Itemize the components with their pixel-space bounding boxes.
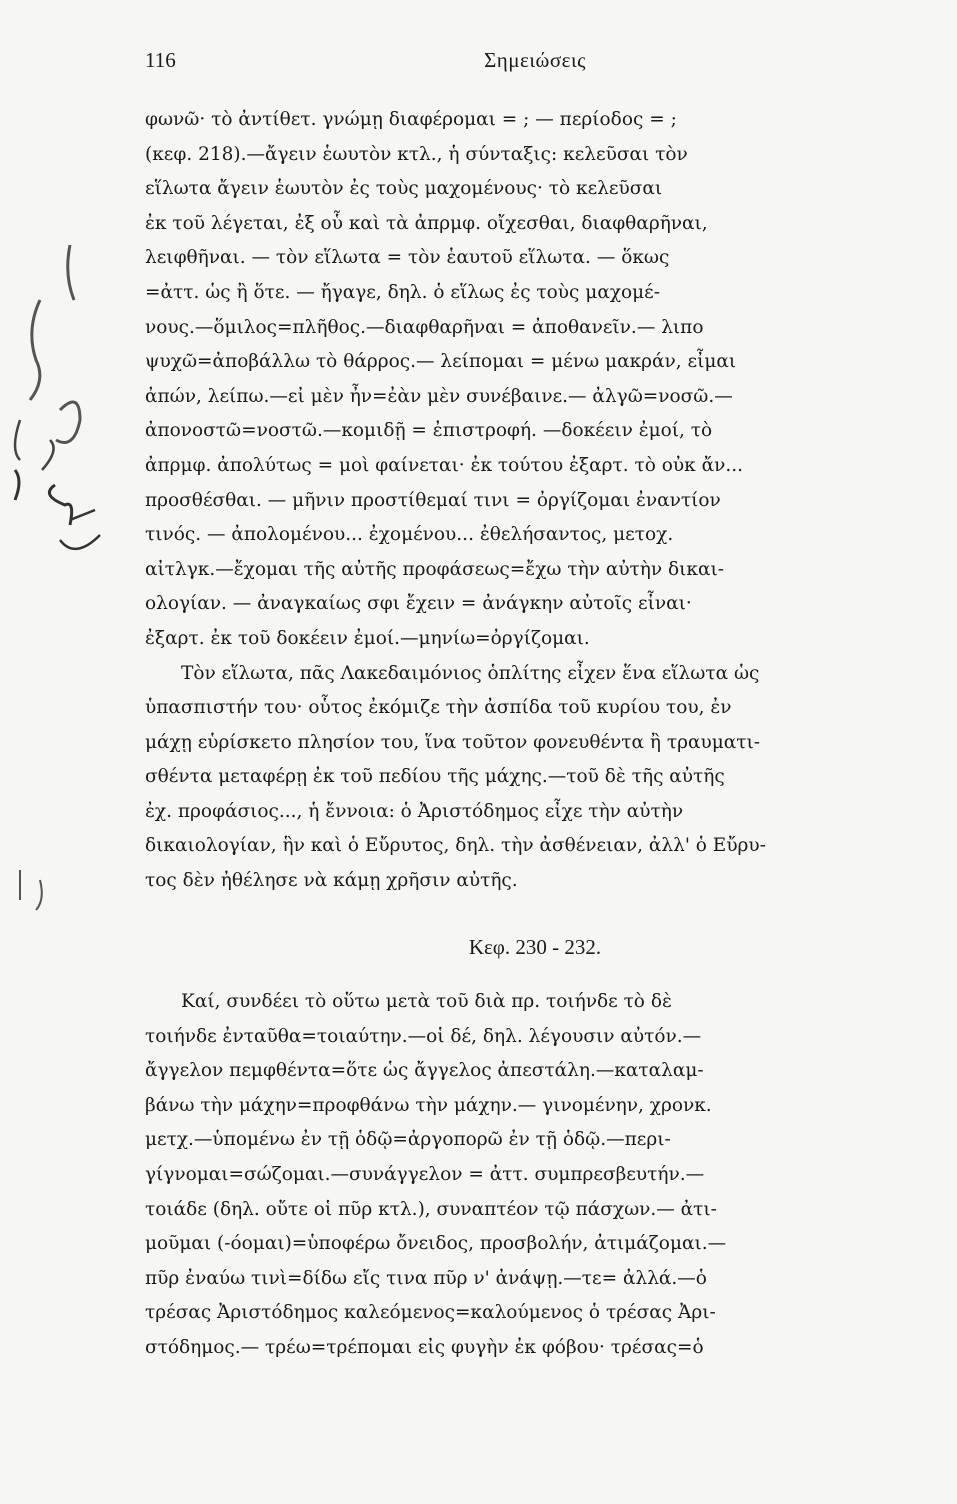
- text-line: ἀπρμφ. ἀπολύτως = μοὶ φαίνεται· ἐκ τούτου ἐξαρτ. τὸ οὐκ ἄν...: [145, 454, 743, 476]
- text-line: μάχῃ εὑρίσκετο πλησίον του, ἵνα τοῦτον φονευθέντα ἢ τραυματι-: [145, 731, 760, 753]
- notes-block-1: [145, 103, 925, 899]
- text-line: τοιήνδε ἐνταῦθα=τοιαύτην.—οἱ δέ, δηλ. λέγουσιν αὐτόν.—: [145, 1025, 702, 1047]
- text-line: (κεφ. 218).—ἄγειν ἑωυτὸν κτλ., ἡ σύνταξις: κελεῦσαι τὸν: [145, 143, 688, 165]
- page-number: 116: [145, 48, 176, 72]
- text-line: φωνῶ· τὸ ἀντίθετ. γνώμῃ διαφέρομαι = ; — περίοδος = ;: [145, 109, 677, 130]
- text-line: ψυχῶ=ἀποβάλλω τὸ θάρρος.— λείπομαι = μένω μακράν, εἶμαι: [145, 351, 737, 373]
- text-line: ὑπασπιστήν του· οὗτος ἐκόμιζε τὴν ἀσπίδα τοῦ κυρίου του, ἐν: [145, 697, 732, 719]
- text-line: τοιάδε (δηλ. οὔτε οἱ πῦρ κτλ.), συναπτέον τῷ πάσχων.— ἀτι-: [145, 1198, 717, 1220]
- text-line: μοῦμαι (-όομαι)=ὑποφέρω ὄνειδος, προσβολήν, ἀτιμάζομαι.—: [145, 1233, 727, 1255]
- margin-handwriting-area: [0, 0, 130, 1500]
- text-line: ἀπονοστῶ=νοστῶ.—κομιδῇ = ἐπιστροφή. —δοκέειν ἐμοί, τὸ: [145, 420, 713, 442]
- text-line: βάνω τὴν μάχην=προφθάνω τὴν μάχην.— γινομένην, χρονκ.: [145, 1094, 712, 1116]
- text-line: μετχ.—ὑπομένω ἐν τῇ ὁδῷ=ἀργοπορῶ ἐν τῇ ὁδῷ.—περι-: [145, 1129, 671, 1151]
- text-line: εἵλωτα ἄγειν ἑωυτὸν ἐς τοὺς μαχομένους· τὸ κελεῦσαι: [145, 178, 663, 200]
- text-line: σθέντα μεταφέρῃ ἐκ τοῦ πεδίου τῆς μάχης.—τοῦ δὲ τῆς αὐτῆς: [145, 766, 725, 788]
- text-line: λειφθῆναι. — τὸν εἵλωτα = τὸν ἑαυτοῦ εἵλωτα. — ὅκως: [145, 247, 670, 269]
- text-line: ἐξαρτ. ἐκ τοῦ δοκέειν ἐμοί.—μηνίω=ὀργίζομαι.: [145, 627, 590, 649]
- text-line: Καί, συνδέει τὸ οὕτω μετὰ τοῦ διὰ πρ. τοιήνδε τὸ δὲ: [181, 991, 672, 1012]
- text-line: ἐκ τοῦ λέγεται, ἐξ οὗ καὶ τὰ ἀπρμφ. οἴχεσθαι, διαφθαρῆναι,: [145, 212, 708, 234]
- running-head: Σημειώσεις: [484, 48, 586, 72]
- text-line: προσθέσθαι. — μῆνιν προστίθεμαί τινι = ὀργίζομαι ἐναντίον: [145, 489, 721, 511]
- text-line: ἀπών, λείπω.—εἰ μὲν ἦν=ἐὰν μὲν συνέβαινε.— ἀλγῶ=νοσῶ.—: [145, 385, 733, 407]
- text-line: αἰτλγκ.—ἔχομαι τῆς αὐτῆς προφάσεως=ἔχω τὴν αὐτὴν δικαι-: [145, 558, 724, 580]
- text-line: στόδημος.— τρέω=τρέπομαι εἰς φυγὴν ἐκ φόβου· τρέσας=ὁ: [145, 1336, 704, 1358]
- text-line: Τὸν εἵλωτα, πᾶς Λακεδαιμόνιος ὁπλίτης εἶχεν ἕνα εἵλωτα ὡς: [181, 662, 760, 684]
- text-line: πῦρ ἐναύω τινὶ=δίδω εἴς τινα πῦρ ν' ἀνάψῃ.—τε= ἀλλά.—ὁ: [145, 1267, 707, 1289]
- text-line: ολογίαν. — ἀναγκαίως σφι ἔχειν = ἀνάγκην αὐτοῖς εἶναι·: [145, 593, 692, 615]
- text-line: νους.—ὅμιλος=πλῆθος.—διαφθαρῆναι = ἀποθανεῖν.— λιπο: [145, 316, 704, 338]
- text-line: τινός. — ἀπολομένου... ἐχομένου... ἐθελήσαντος, μετοχ.: [145, 524, 674, 546]
- section-heading: Κεφ. 230 - 232.: [468, 935, 602, 959]
- text-line: γίγνομαι=σώζομαι.—συνάγγελον = ἀττ. συμπρεσβευτήν.—: [145, 1163, 705, 1185]
- text-line: τος δὲν ἠθέλησε νὰ κάμῃ χρῆσιν αὐτῆς.: [145, 870, 518, 892]
- notes-block-2: [145, 985, 925, 1366]
- margin-marks-icon: [0, 0, 130, 1500]
- text-line: δικαιολογίαν, ἣν καὶ ὁ Εὔρυτος, δηλ. τὴν ἀσθένειαν, ἀλλ' ὁ Εὔρυ-: [145, 835, 766, 857]
- text-line: ἐχ. προφάσιος..., ἡ ἔννοια: ὁ Ἀριστόδημος εἶχε τὴν αὐτὴν: [145, 800, 684, 822]
- page-header: [145, 48, 925, 78]
- text-line: =ἀττ. ὡς ἢ ὅτε. — ἤγαγε, δηλ. ὁ εἵλως ἐς τοὺς μαχομέ-: [145, 281, 661, 303]
- text-line: τρέσας Ἀριστόδημος καλεόμενος=καλούμενος ὁ τρέσας Ἀρι-: [145, 1302, 716, 1324]
- text-line: ἄγγελον πεμφθέντα=ὅτε ὡς ἄγγελος ἀπεστάλη.—καταλαμ-: [145, 1060, 704, 1082]
